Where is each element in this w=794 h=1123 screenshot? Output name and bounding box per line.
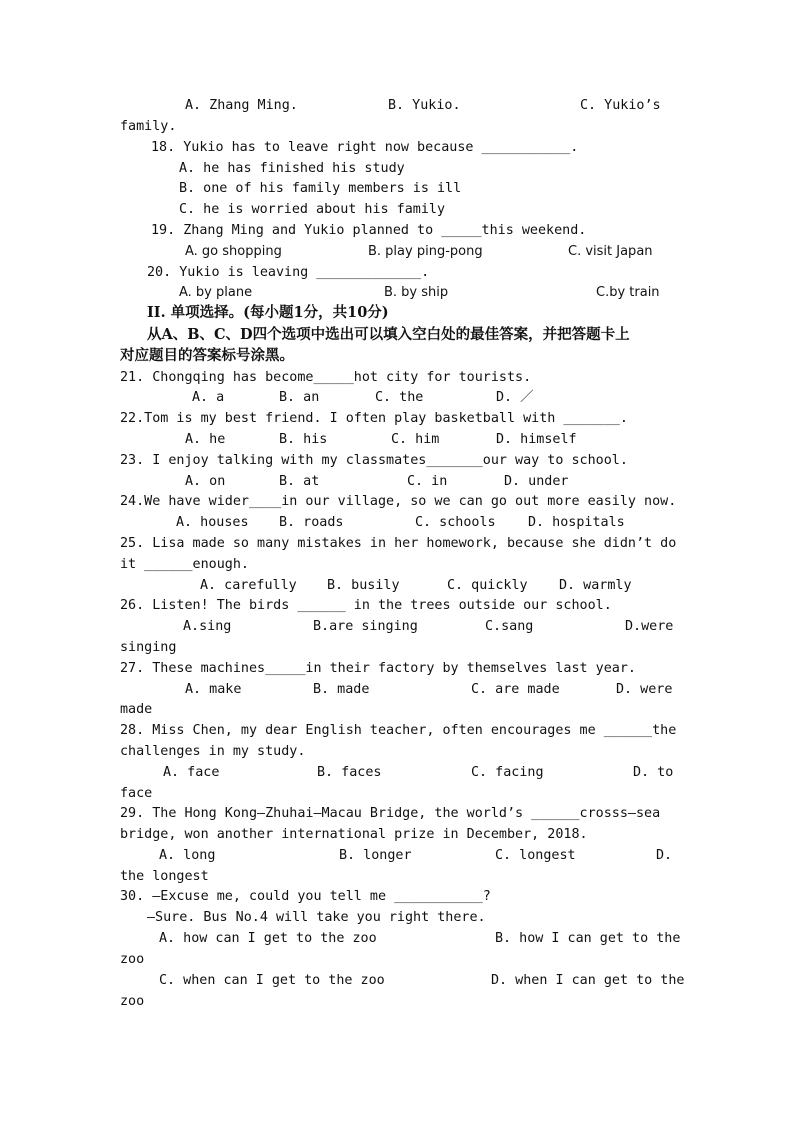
q30-option-b-continued: zoo xyxy=(120,952,145,967)
q27-option-a: A. make xyxy=(185,682,242,697)
q23-stem: 23. I enjoy talking with my classmates_______our way to school. xyxy=(120,453,628,468)
q28-option-c: C. facing xyxy=(471,765,544,780)
q21-option-b: B. an xyxy=(279,390,320,405)
q21-option-a: A. a xyxy=(192,390,225,405)
q29-option-d-continued: the longest xyxy=(120,869,209,884)
q25-option-d: D. warmly xyxy=(559,578,632,593)
q26-option-a: A.sing xyxy=(183,619,232,634)
q28-stem-line1: 28. Miss Chen, my dear English teacher, often encourages me ______the xyxy=(120,723,677,738)
q28-option-d: D. to xyxy=(633,765,674,780)
section-instruction-line1: 从A、B、C、D四个选项中选出可以填入空白处的最佳答案，并把答题卡上 xyxy=(147,326,630,343)
q24-option-a: A. houses xyxy=(176,515,249,530)
q26-option-d-continued: singing xyxy=(120,640,177,655)
q24-stem: 24.We have wider____in our village, so we can go out more easily now. xyxy=(120,494,677,509)
q30-option-d-continued: zoo xyxy=(120,994,145,1009)
q24-option-b: B. roads xyxy=(279,515,344,530)
q22-option-d: D. himself xyxy=(496,432,577,447)
q29-option-a: A. long xyxy=(159,848,216,863)
q30-option-d: D. when I can get to the xyxy=(491,973,685,988)
q30-option-a: A. how can I get to the zoo xyxy=(159,931,377,946)
q26-stem: 26. Listen! The birds ______ in the trees outside our school. xyxy=(120,598,612,613)
q25-stem-line2: it ______enough. xyxy=(120,557,249,572)
q25-option-c: C. quickly xyxy=(447,578,528,593)
q21-option-c: C. the xyxy=(375,390,424,405)
q24-option-d: D. hospitals xyxy=(528,515,625,530)
q29-stem-line2: bridge, won another international prize in December, 2018. xyxy=(120,827,588,842)
q30-option-c: C. when can I get to the zoo xyxy=(159,973,385,988)
q23-option-d: D. under xyxy=(504,474,569,489)
q18-option-a: A. he has finished his study xyxy=(179,161,405,176)
q30-stem-line1: 30. —Excuse me, could you tell me ___________? xyxy=(120,889,491,904)
q17-option-c-continued: family. xyxy=(120,119,177,134)
q25-option-a: A. carefully xyxy=(200,578,297,593)
q20-stem: 20. Yukio is leaving _____________. xyxy=(147,265,430,280)
q17-option-b: B. Yukio. xyxy=(388,98,461,113)
q19-stem: 19. Zhang Ming and Yukio planned to _____this weekend. xyxy=(151,223,587,238)
q27-option-d-continued: made xyxy=(120,702,153,717)
q29-option-c: C. longest xyxy=(495,848,576,863)
q19-option-c: C. visit Japan xyxy=(568,244,653,259)
q21-option-d: D. ／ xyxy=(496,390,534,405)
q25-stem-line1: 25. Lisa made so many mistakes in her homework, because she didn’t do xyxy=(120,536,677,551)
q29-stem-line1: 29. The Hong Kong—Zhuhai—Macau Bridge, the world’s ______crosss—sea xyxy=(120,806,661,821)
q28-option-a: A. face xyxy=(163,765,220,780)
q18-option-b: B. one of his family members is ill xyxy=(179,181,462,196)
q29-option-b: B. longer xyxy=(339,848,412,863)
q19-option-a: A. go shopping xyxy=(185,244,282,259)
q27-stem: 27. These machines_____in their factory by themselves last year. xyxy=(120,661,636,676)
q22-option-a: A. he xyxy=(185,432,226,447)
q17-option-a: A. Zhang Ming. xyxy=(185,98,298,113)
q23-option-c: C. in xyxy=(407,474,448,489)
q26-option-c: C.sang xyxy=(485,619,534,634)
q20-option-a: A. by plane xyxy=(179,285,253,300)
q21-stem: 21. Chongqing has become_____hot city for tourists. xyxy=(120,370,532,385)
q28-option-d-continued: face xyxy=(120,786,153,801)
q27-option-c: C. are made xyxy=(471,682,560,697)
q22-option-b: B. his xyxy=(279,432,328,447)
q30-option-b: B. how I can get to the xyxy=(495,931,681,946)
q25-option-b: B. busily xyxy=(327,578,400,593)
section-title: II. 单项选择。(每小题1分，共10分) xyxy=(147,304,389,321)
q24-option-c: C. schools xyxy=(415,515,496,530)
q20-option-c: C.by train xyxy=(596,285,660,300)
q29-option-d: D. xyxy=(656,848,673,863)
q27-option-d: D. were xyxy=(616,682,673,697)
q28-stem-line2: challenges in my study. xyxy=(120,744,306,759)
q18-option-c: C. he is worried about his family xyxy=(179,202,446,217)
q28-option-b: B. faces xyxy=(317,765,382,780)
q26-option-d: D.were xyxy=(625,619,674,634)
q26-option-b: B.are singing xyxy=(313,619,418,634)
q23-option-a: A. on xyxy=(185,474,226,489)
q27-option-b: B. made xyxy=(313,682,370,697)
q19-option-b: B. play ping-pong xyxy=(368,244,483,259)
q17-option-c: C. Yukio’s xyxy=(580,98,661,113)
q18-stem: 18. Yukio has to leave right now because ___________. xyxy=(151,140,579,155)
q22-option-c: C. him xyxy=(391,432,440,447)
q30-stem-line2: —Sure. Bus No.4 will take you right there. xyxy=(147,910,486,925)
q20-option-b: B. by ship xyxy=(384,285,449,300)
section-instruction-line2: 对应题目的答案标号涂黑。 xyxy=(120,347,294,364)
q23-option-b: B. at xyxy=(279,474,320,489)
q22-stem: 22.Tom is my best friend. I often play basketball with _______. xyxy=(120,411,628,426)
